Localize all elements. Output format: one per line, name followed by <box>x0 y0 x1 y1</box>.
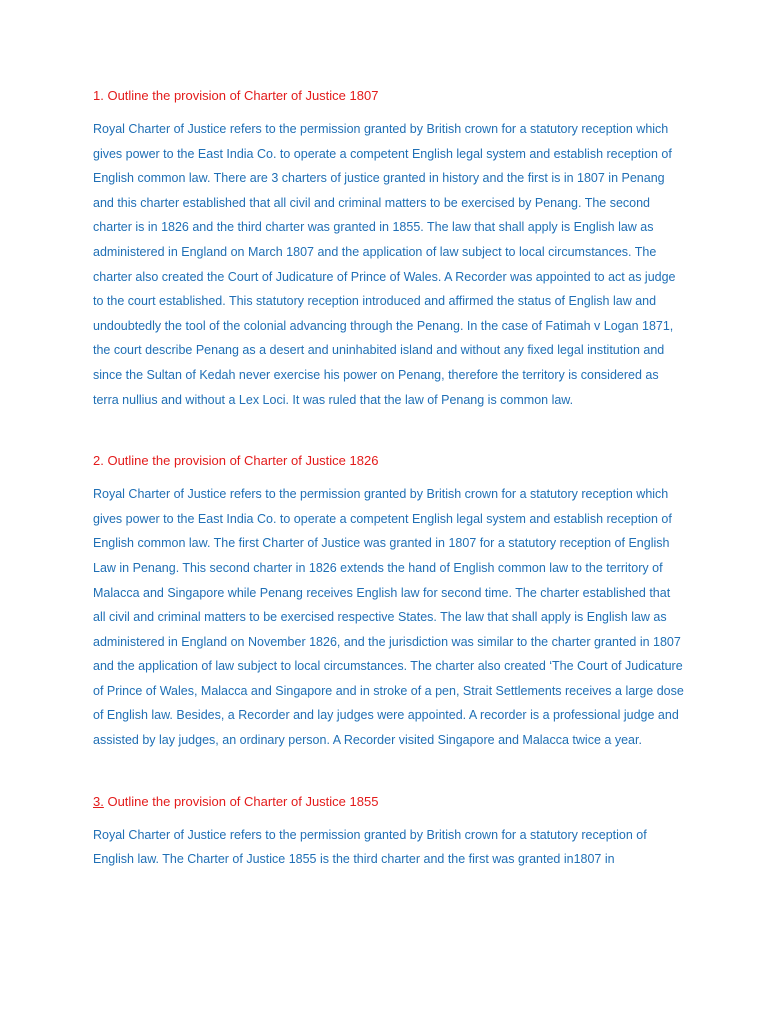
section-number: 3. <box>93 793 104 809</box>
section-charter-1807 <box>93 86 685 412</box>
section-title: Outline the provision of Charter of Justice 1826 <box>103 453 379 469</box>
section-heading <box>93 451 685 471</box>
section-paragraph: Royal Charter of Justice refers to the permission granted by British crown for a statutory reception which gives power to the East India Co. to operate a competent English legal system and establish reception of English common law. The first Charter of Justice was granted in 1807 for a statutory reception of English Law in Penang. This second charter in 1826 extends the hand of English common law to the territory of Malacca and Singapore while Penang receives English law for second time. The charter established that all civil and criminal matters to be exercised respective States. The law that shall apply is English law as administered in England on November 1826, and the jurisdiction was similar to the charter granted in 1807 and the application of law subject to local circumstances. The charter also created ‘The Court of Judicature of Prince of Wales, Malacca and Singapore and in stroke of a pen, Strait Settlements receives a large dose of English law. Besides, a Recorder and lay judges were appointed. A recorder is a professional judge and assisted by lay judges, an ordinary person. A Recorder visited Singapore and Malacca twice a year. <box>93 487 684 748</box>
section-number: 2. <box>93 453 104 469</box>
section-number: 1. <box>93 88 104 103</box>
section-title: Outline the provision of Charter of Justice 1807 <box>103 88 379 103</box>
section-paragraph: Royal Charter of Justice refers to the permission granted by British crown for a statutory reception which gives power to the East India Co. to operate a competent English legal system and establish reception of English common law. There are 3 charters of justice granted in history and the first is in 1807 in Penang and this charter established that all civil and criminal matters to be exercised by Penang. The second charter is in 1826 and the third charter was granted in 1855. The law that shall apply is English law as administered in England on March 1807 and the application of law subject to local circumstances. The charter also created the Court of Judicature of Prince of Wales. A Recorder was appointed to act as judge to the court established. This statutory reception introduced and affirmed the status of English law and undoubtedly the tool of the colonial advancing through the Penang. In the case of Fatimah v Logan 1871, the court describe Penang as a desert and uninhabited island and without any fixed legal institution and since the Sultan of Kedah never exercise his power on Penang, therefore the territory is considered as terra nullius and without a Lex Loci. It was ruled that the law of Penang is common law. <box>93 122 676 407</box>
section-heading <box>93 792 685 812</box>
section-title: Outline the provision of Charter of Justice 1855 <box>103 793 379 809</box>
section-heading <box>93 86 685 106</box>
document-page <box>93 86 685 872</box>
section-charter-1826 <box>93 451 685 753</box>
section-charter-1855 <box>93 792 685 872</box>
section-paragraph: Royal Charter of Justice refers to the permission granted by British crown for a statutory reception of English law. The Charter of Justice 1855 is the third charter and the first was granted in1807 in <box>93 827 647 867</box>
